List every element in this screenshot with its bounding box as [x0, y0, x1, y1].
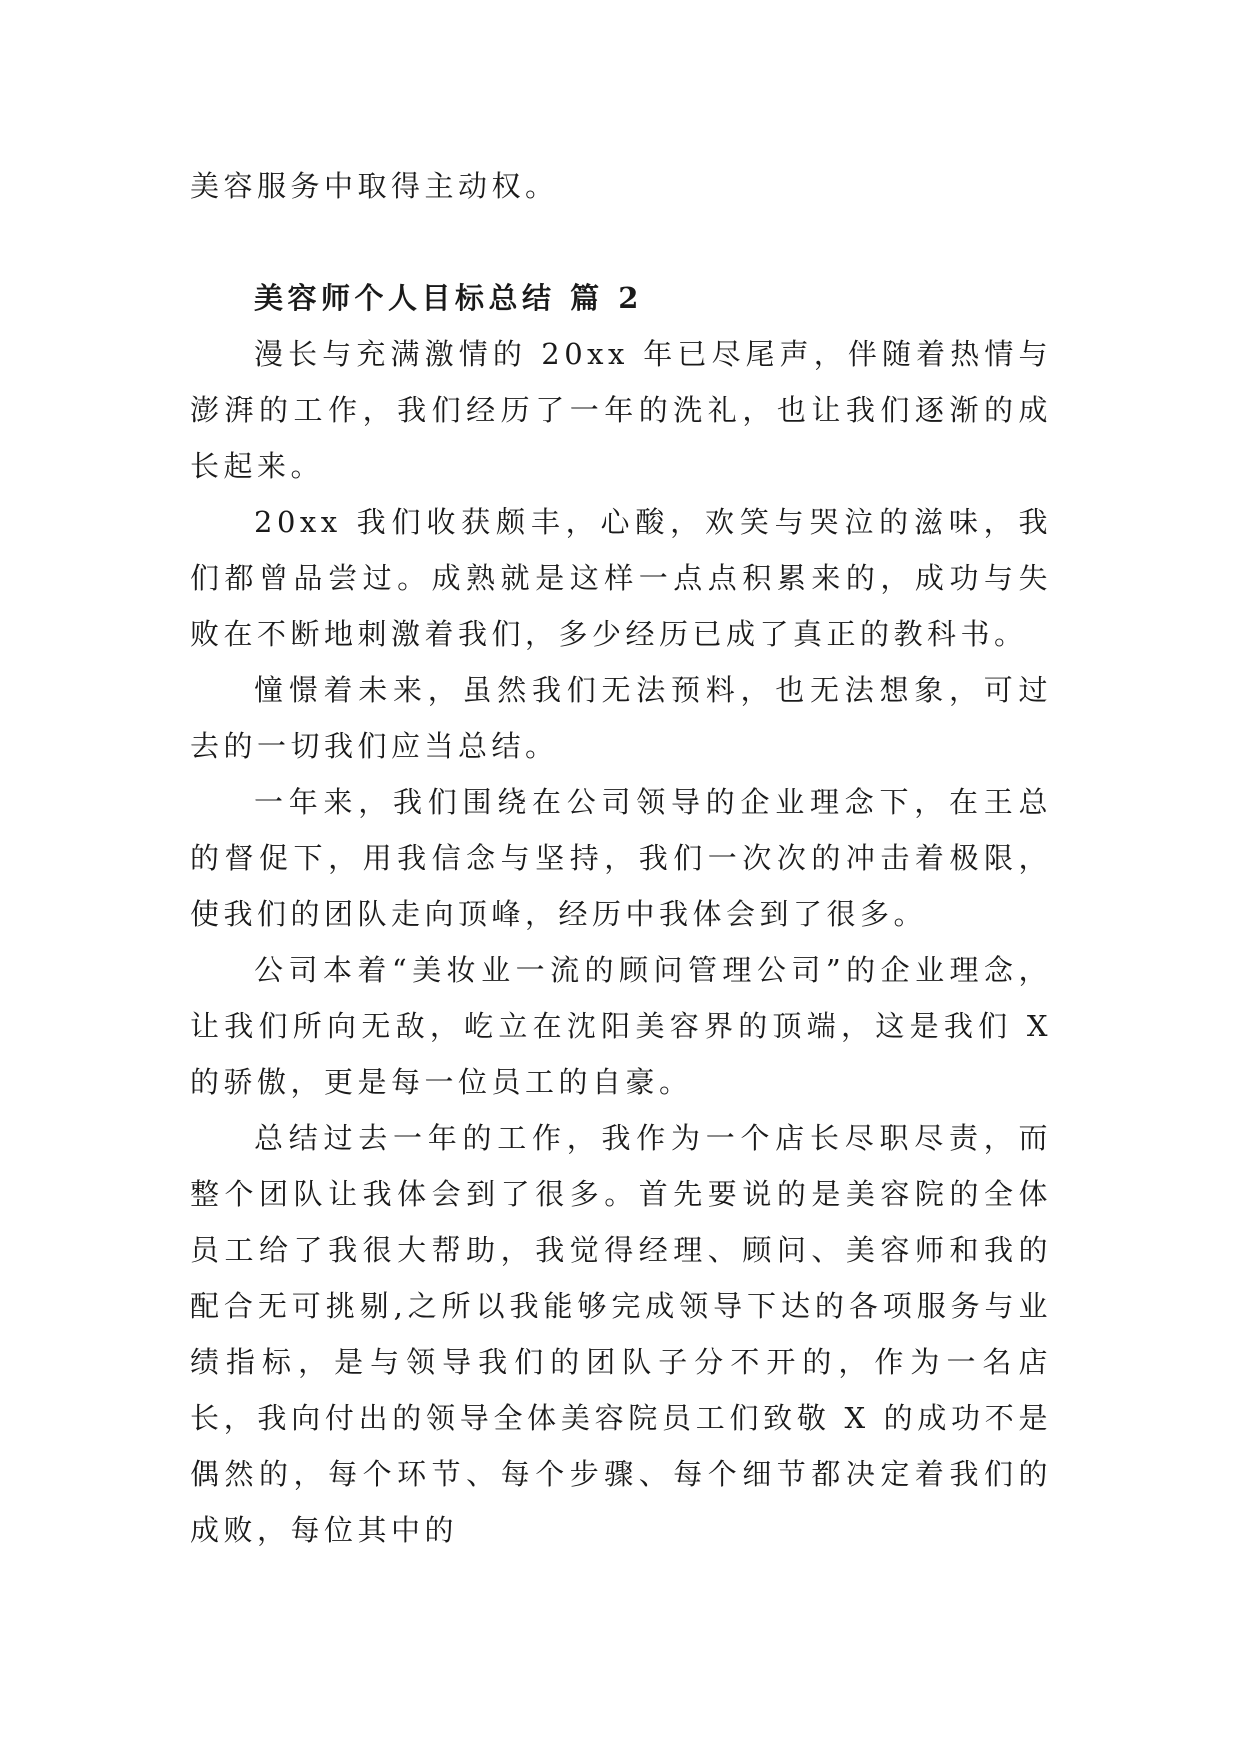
- document-body: [190, 158, 1052, 1558]
- paragraph-6: 总结过去一年的工作，我作为一个店长尽职尽责，而整个团队让我体会到了很多。首先要说的是美容院的全体员工给了我很大帮助，我觉得经理、顾问、美容师和我的配合无可挑剔,之所以我能够完成领导下达的各项服务与业绩指标，是与领导我们的团队子分不开的，作为一名店长，我向付出的领导全体美容院员工们致敬 X 的成功不是偶然的，每个环节、每个步骤、每个细节都决定着我们的成败，每位其中的: [190, 1121, 1052, 1547]
- paragraph-2: 20xx 我们收获颇丰，心酸，欢笑与哭泣的滋味，我们都曾品尝过。成熟就是这样一点点积累来的，成功与失败在不断地刺激着我们，多少经历已成了真正的教科书。: [190, 505, 1052, 651]
- paragraph-3: 憧憬着未来，虽然我们无法预料，也无法想象，可过去的一切我们应当总结。: [190, 673, 1052, 763]
- paragraph-1: 漫长与充满激情的 20xx 年已尽尾声，伴随着热情与澎湃的工作，我们经历了一年的洗礼，也让我们逐渐的成长起来。: [190, 337, 1052, 483]
- section-title: 美容师个人目标总结 篇 2: [254, 281, 643, 315]
- paragraph-4: 一年来，我们围绕在公司领导的企业理念下，在王总的督促下，用我信念与坚持，我们一次次的冲击着极限，使我们的团队走向顶峰，经历中我体会到了很多。: [190, 785, 1052, 931]
- continuation-paragraph: 美容服务中取得主动权。: [190, 169, 559, 203]
- paragraph-5: 公司本着“美妆业一流的顾问管理公司”的企业理念，让我们所向无敌，屹立在沈阳美容界的顶端，这是我们 X 的骄傲，更是每一位员工的自豪。: [190, 953, 1052, 1099]
